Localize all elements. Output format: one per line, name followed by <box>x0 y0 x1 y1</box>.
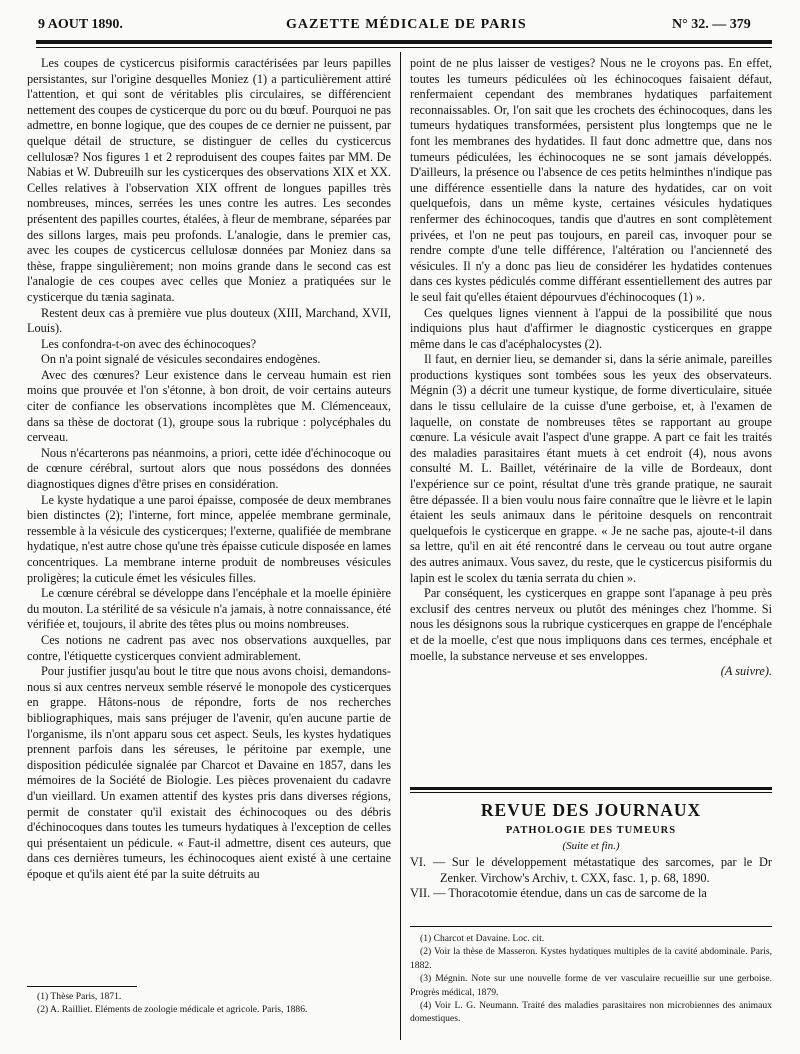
paragraph: Restent deux cas à première vue plus douteux (XIII, Marchand, XVII, Louis). <box>27 305 391 336</box>
section-thick-rule <box>410 787 772 790</box>
paragraph: Ces quelques lignes viennent à l'appui de la possibilité que nous indiquions plus haut d'affirmer le diagnostic cysticerques en grappe même dans le cas d'acéphalocystes (2). <box>410 305 772 351</box>
review-item: VII. — Thoracotomie étendue, dans un cas de sarcome de la <box>410 886 707 901</box>
paragraph: Nous n'écarterons pas néanmoins, a priori, cette idée d'échinocoque ou de cœnure cérébral, surtout alors que nous possédons des données diagnostiques dignes d'être prises en considération. <box>27 445 391 492</box>
to-be-continued: (A suivre). <box>720 664 772 679</box>
footnote-rule <box>410 926 772 927</box>
paragraph: Ces notions ne cadrent pas avec nos observations auxquelles, par contre, l'étiquette cysticerques convient admirablement. <box>27 632 391 663</box>
right-column <box>410 56 772 680</box>
header-thick-rule <box>36 40 772 44</box>
paragraph: Les confondra-t-on avec des échinocoques? <box>41 336 257 351</box>
page-header <box>0 17 800 39</box>
issue-number: N° 32. — 379 <box>672 17 751 32</box>
left-column <box>27 56 391 882</box>
paragraph: Par conséquent, les cysticerques en grappe sont l'apanage à peu près exclusif des centres nerveux ou plutôt des méninges chez l'homme. Si nous les désignons sous la rubrique cysticerques en grappe de l'encéphale et de la moelle, c'est que nous impliquons dans ces termes, encéphale et moelle, la substance nerveuse et ses enveloppes. <box>410 586 772 663</box>
paragraph: Les coupes de cysticercus pisiformis caractérisées par leurs papilles persistantes, sur l'origine desquelles Moniez (1) a particulièrement attiré l'attention, et qui sont de véritables plis circulaires, se différencient nettement des coupes de cysticerque du porc ou du bœuf. Pourquoi ne pas admettre, en bonne logique, que des coupes de ce dernier ne puissent, par quelque détail de structure, se distinguer de celles du cysticercus cellulosæ? Nos figures 1 et 2 reproduisent des coupes faites par MM. De Nabias et W. Dubreuilh sur les cysticerques des observations XIX et XX. Celles relatives à l'observation XIX offrent de longues papilles très nombreuses, minces, serrées les unes contre les autres. Les secondes présentent des papilles courtes, étalées, à fleur de membrane, séparées par des sillons larges, mais peu profonds. L'analogie, dans le premier cas, avec les coupes de cysticercus cellulosæ données par Moniez dans sa thèse, frappe singulièrement; non moins grande dans le second cas est l'analogie de ces coupes avec celles que Moniez a pratiquées sur le cysticerque du tænia saginata. <box>27 56 391 304</box>
right-footnotes <box>410 932 772 1026</box>
footnote: (1) Thèse Paris, 1871. <box>37 991 122 1002</box>
paragraph: point de ne plus laisser de vestiges? Nous ne le croyons pas. En effet, toutes les tumeurs pédiculées où les échinocoques faisaient défaut, renfermaient cependant des membranes hydatiques parfaitement reconnaissables. Or, l'on sait que les crochets des échinocoques, dans les tumeurs hydatiques transformées, persistent plus longtemps que ne le font les membranes des hydatides. Il faut donc admettre que, dans nos tumeurs pédiculées, les échinocoques ne se sont jamais développés. D'ailleurs, la présence ou l'absence de ces petits helminthes n'indique pas une différence essentielle dans la nature des hydatides, car on voit quelquefois, dans un même kyste, certaines vésicules hydatiques renfermer des échinocoques, tandis que d'autres en sont complètement privées, et l'on ne peut pas toujours, en pareil cas, invoquer pour se rendre compte d'une telle différence, l'altération ou l'ancienneté des vésicules. Il n'y a donc pas lieu de considérer les hydatides contenues dans ces kystes pédiculés comme différant essentiellement des autres par le seul fait qu'elles étaient dépourvues d'échinocoques (1) ». <box>410 56 772 304</box>
subsection-title: PATHOLOGIE DES TUMEURS <box>505 825 677 836</box>
paragraph: Il faut, en dernier lieu, se demander si, dans la série animale, pareilles productions kystiques sont tombées sous les yeux des observateurs. Mégnin (3) a décrit une tumeur kystique, de forme diverticulaire, située dans le tissu cellulaire de la cuisse d'une gerboise, et, à l'examen de laquelle, on constate de nombreuses têtes se rapportant au groupe cœnure. La vésicule avait l'aspect d'une grappe. A part ce fait les traités des maladies parasitaires étant muets à cet endroit (4), nous avons consulté M. L. Baillet, vétérinaire de la ville de Bordeaux, dont l'expérience sur ce point, résultat d'une très grande pratique, ne saurait être dépassée. Il a bien voulu nous faire connaître que le lièvre et le lapin étaient les seuls animaux dans le péritoine desquels on rencontrait quelquefois le cysticerque en grappe. « Je ne sache pas, ajoute-t-il dans sa lettre, qu'il en ait été rencontré dans le cerveau ou tout autre organe des autres animaux. Vous savez, du reste, que le cysticercus pisiformis du lapin est le scolex du tænia serrata du chien ». <box>410 352 772 585</box>
left-footnotes <box>27 990 391 1017</box>
journal-review-section <box>410 800 772 902</box>
footnote: (4) Voir L. G. Neumann. Traité des maladies parasitaires non microbiennes des animaux domestiques. <box>410 1000 772 1025</box>
footnote: (1) Charcot et Davaine. Loc. cit. <box>420 933 545 944</box>
paragraph: Avec des cœnures? Leur existence dans le cerveau humain est rien moins que prouvée et l'on s'étonne, à bon droit, de voir certains auteurs citer de confiance les observations incomplètes que M. Clémenceaux, dans sa thèse de doctorat (1), groupe sous la rubrique : polycéphales du cerveau. <box>27 367 391 445</box>
issue-date: 9 AOUT 1890. <box>38 17 123 32</box>
footnote: (2) A. Railliet. Eléments de zoologie médicale et agricole. Paris, 1886. <box>37 1004 308 1016</box>
column-divider <box>400 52 401 1040</box>
paragraph: Le cœnure cérébral se développe dans l'encéphale et la moelle épinière du mouton. La stérilité de sa vésicule n'a jamais, à notre connaissance, été vérifiée et, toujours, il abrite des têtes plus ou moins nombreuses. <box>27 586 391 632</box>
header-thin-rule <box>36 47 772 48</box>
footnote-rule <box>27 986 137 987</box>
footnote: (2) Voir la thèse de Masseron. Kystes hydatiques multiples de la cavité abdominale. Paris, 1882. <box>410 946 772 971</box>
journal-title: GAZETTE MÉDICALE DE PARIS <box>286 17 527 32</box>
section-thin-rule <box>410 792 772 793</box>
paragraph: Le kyste hydatique a une paroi épaisse, composée de deux membranes bien distinctes (2); l'interne, fort mince, appelée membrane germinale, ressemble à la vésicule des cysticerques; l'externe, qualifiée de membrane hydatique, n'est autre chose qu'une très épaisse cuticule disposée en lames concentriques. La membrane interne produit de nombreuses vésicules proligères; la cuticule émet les vésicules filles. <box>27 492 391 585</box>
continued-note: (Suite et fin.) <box>562 840 620 852</box>
paragraph: Pour justifier jusqu'au bout le titre que nous avons choisi, demandons-nous si aux centres nerveux semble réservé le monopole des cysticerques en grappe. Hâtons-nous de répondre, forts de nos recherches bibliographiques, mais sans préjuger de l'avenir, qu'en aucune partie de l'organisme, ils n'ont apparu sous cet aspect. Seuls, les kystes hydatiques prennent parfois dans les séreuses, le péritoine par exemple, une disposition pédiculée signalée par Charcot et Davaine en 1857, dans les mémoires de la Société de Biologie. Les pièces provenaient du cadavre d'un vieillard. Un examen attentif des kystes pris dans diverses régions, permit de constater qu'il existait des échinocoques ou des débris d'échinocoques dans toutes les tumeurs hydatiques à l'exception de celles qui présentaient un pédicule. « Faut-il admettre, disent ces auteurs, que dans ces dernières tumeurs, les échinocoques aient existé à une certaine époque et qu'ils aient été par la suite détruits au <box>27 664 391 881</box>
footnote: (3) Mégnin. Note sur une nouvelle forme de ver vasculaire recueillie sur une gerboise. Progrès médical, 1879. <box>410 973 772 998</box>
section-title: REVUE DES JOURNAUX <box>480 800 702 820</box>
paragraph: On n'a point signalé de vésicules secondaires endogènes. <box>41 352 321 367</box>
review-item: VI. — Sur le développement métastatique des sarcomes, par le Dr Zenker. Virchow's Archiv, t. CXX, fasc. 1, p. 68, 1890. <box>410 855 772 885</box>
